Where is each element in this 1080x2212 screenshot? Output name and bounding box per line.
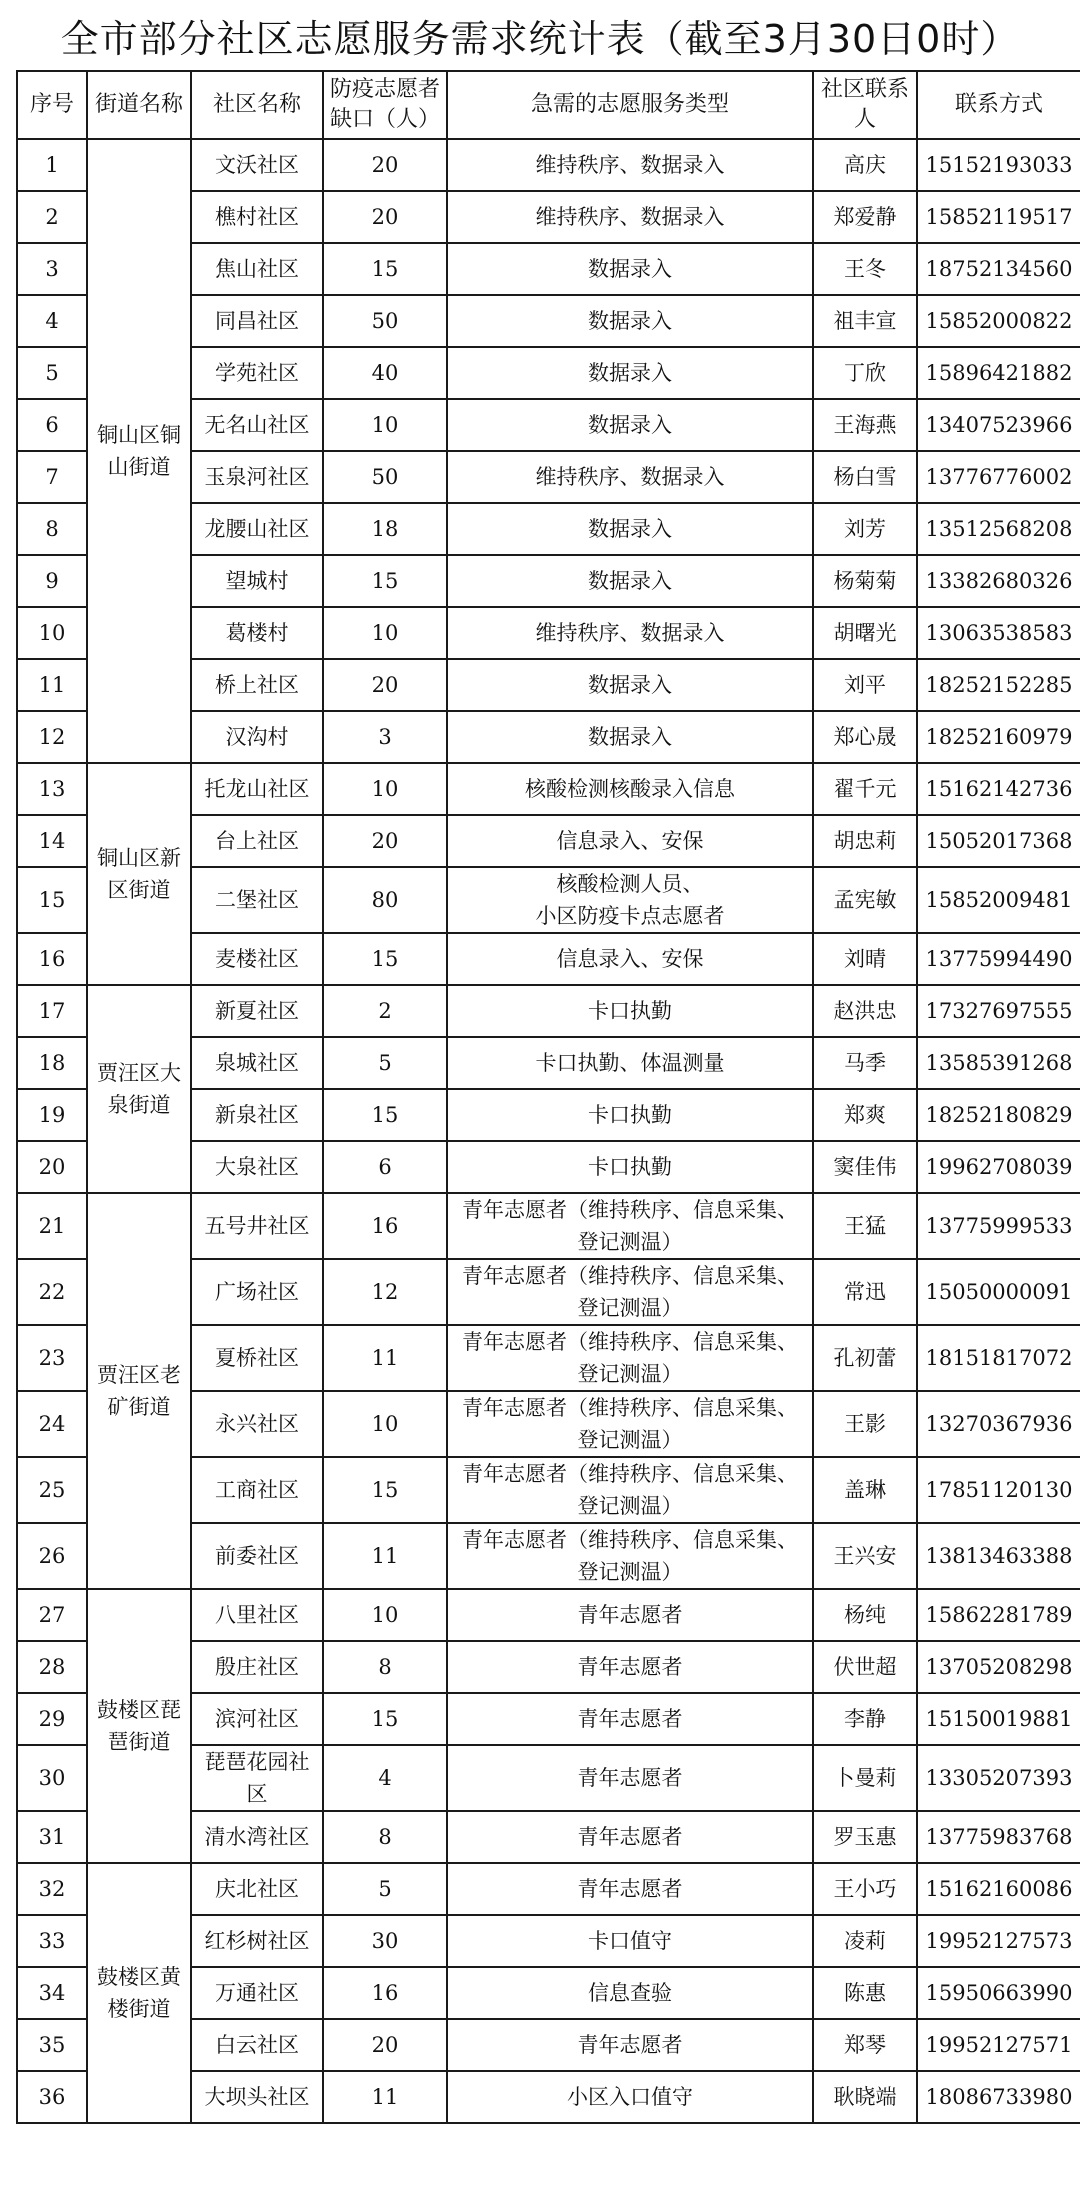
row-service: 数据录入	[447, 555, 813, 607]
row-phone: 19952127573	[917, 1915, 1080, 1967]
row-contact: 胡曙光	[813, 607, 917, 659]
row-contact: 常迅	[813, 1259, 917, 1325]
row-service: 卡口执勤	[447, 985, 813, 1037]
row-service: 核酸检测人员、 小区防疫卡点志愿者	[447, 867, 813, 933]
row-shortage: 4	[323, 1745, 447, 1811]
row-seq: 24	[17, 1391, 87, 1457]
row-community: 八里社区	[191, 1589, 323, 1641]
row-contact: 翟千元	[813, 763, 917, 815]
row-seq: 31	[17, 1811, 87, 1863]
row-contact: 杨白雪	[813, 451, 917, 503]
volunteer-demand-table	[16, 70, 1080, 2124]
table-body	[17, 139, 1080, 2123]
row-community: 望城村	[191, 555, 323, 607]
row-service: 青年志愿者（维持秩序、信息采集、登记测温）	[447, 1193, 813, 1259]
row-seq: 5	[17, 347, 87, 399]
row-community: 夏桥社区	[191, 1325, 323, 1391]
row-seq: 32	[17, 1863, 87, 1915]
row-shortage: 10	[323, 399, 447, 451]
row-contact: 陈惠	[813, 1967, 917, 2019]
row-contact: 胡忠莉	[813, 815, 917, 867]
row-street: 贾汪区大泉街道	[87, 985, 191, 1193]
row-service: 维持秩序、数据录入	[447, 191, 813, 243]
table-row	[17, 985, 1080, 1037]
row-community: 前委社区	[191, 1523, 323, 1589]
row-phone: 13382680326	[917, 555, 1080, 607]
row-seq: 33	[17, 1915, 87, 1967]
row-phone: 18086733980	[917, 2071, 1080, 2123]
row-shortage: 11	[323, 1325, 447, 1391]
row-contact: 耿晓端	[813, 2071, 917, 2123]
row-contact: 杨纯	[813, 1589, 917, 1641]
row-phone: 15950663990	[917, 1967, 1080, 2019]
row-community: 台上社区	[191, 815, 323, 867]
row-phone: 13813463388	[917, 1523, 1080, 1589]
row-seq: 15	[17, 867, 87, 933]
row-seq: 1	[17, 139, 87, 191]
row-phone: 15162142736	[917, 763, 1080, 815]
row-phone: 18752134560	[917, 243, 1080, 295]
table-row	[17, 1589, 1080, 1641]
row-shortage: 12	[323, 1259, 447, 1325]
row-phone: 19952127571	[917, 2019, 1080, 2071]
row-community: 玉泉河社区	[191, 451, 323, 503]
header-shortage: 防疫志愿者缺口（人）	[323, 71, 447, 139]
row-seq: 3	[17, 243, 87, 295]
row-service: 卡口值守	[447, 1915, 813, 1967]
row-seq: 4	[17, 295, 87, 347]
row-phone: 13270367936	[917, 1391, 1080, 1457]
row-phone: 15150019881	[917, 1693, 1080, 1745]
row-phone: 15862281789	[917, 1589, 1080, 1641]
row-seq: 34	[17, 1967, 87, 2019]
row-phone: 13407523966	[917, 399, 1080, 451]
row-phone: 13305207393	[917, 1745, 1080, 1811]
row-service: 青年志愿者（维持秩序、信息采集、登记测温）	[447, 1391, 813, 1457]
row-shortage: 40	[323, 347, 447, 399]
row-shortage: 80	[323, 867, 447, 933]
row-seq: 19	[17, 1089, 87, 1141]
row-seq: 13	[17, 763, 87, 815]
row-shortage: 15	[323, 1089, 447, 1141]
table-header-row	[17, 71, 1080, 139]
row-shortage: 20	[323, 659, 447, 711]
row-contact: 王海燕	[813, 399, 917, 451]
row-shortage: 8	[323, 1641, 447, 1693]
row-phone: 15852009481	[917, 867, 1080, 933]
row-service: 青年志愿者（维持秩序、信息采集、登记测温）	[447, 1325, 813, 1391]
row-shortage: 15	[323, 1693, 447, 1745]
row-seq: 12	[17, 711, 87, 763]
row-community: 琵琶花园社区	[191, 1745, 323, 1811]
row-community: 葛楼村	[191, 607, 323, 659]
row-seq: 14	[17, 815, 87, 867]
row-community: 文沃社区	[191, 139, 323, 191]
row-seq: 25	[17, 1457, 87, 1523]
row-service: 青年志愿者	[447, 1811, 813, 1863]
row-service: 青年志愿者	[447, 1863, 813, 1915]
row-phone: 13775983768	[917, 1811, 1080, 1863]
row-phone: 15052017368	[917, 815, 1080, 867]
row-service: 数据录入	[447, 295, 813, 347]
row-phone: 18151817072	[917, 1325, 1080, 1391]
row-phone: 17327697555	[917, 985, 1080, 1037]
row-seq: 20	[17, 1141, 87, 1193]
row-community: 托龙山社区	[191, 763, 323, 815]
row-community: 滨河社区	[191, 1693, 323, 1745]
row-contact: 李静	[813, 1693, 917, 1745]
row-street: 铜山区铜山街道	[87, 139, 191, 763]
row-phone: 13775999533	[917, 1193, 1080, 1259]
row-contact: 刘平	[813, 659, 917, 711]
row-service: 青年志愿者	[447, 1641, 813, 1693]
row-service: 青年志愿者	[447, 2019, 813, 2071]
row-phone: 18252180829	[917, 1089, 1080, 1141]
row-service: 数据录入	[447, 243, 813, 295]
row-phone: 13705208298	[917, 1641, 1080, 1693]
row-service: 青年志愿者	[447, 1693, 813, 1745]
row-shortage: 15	[323, 1457, 447, 1523]
row-seq: 2	[17, 191, 87, 243]
row-community: 汉沟村	[191, 711, 323, 763]
header-community: 社区名称	[191, 71, 323, 139]
row-shortage: 20	[323, 191, 447, 243]
row-service: 信息查验	[447, 1967, 813, 2019]
row-service: 信息录入、安保	[447, 933, 813, 985]
row-community: 广场社区	[191, 1259, 323, 1325]
row-service: 卡口执勤	[447, 1141, 813, 1193]
row-community: 新夏社区	[191, 985, 323, 1037]
header-phone: 联系方式	[917, 71, 1080, 139]
row-phone: 13063538583	[917, 607, 1080, 659]
row-contact: 王影	[813, 1391, 917, 1457]
row-contact: 赵洪忠	[813, 985, 917, 1037]
row-shortage: 15	[323, 933, 447, 985]
row-contact: 郑心晟	[813, 711, 917, 763]
table-row	[17, 1863, 1080, 1915]
header-contact: 社区联系人	[813, 71, 917, 139]
row-community: 大坝头社区	[191, 2071, 323, 2123]
row-community: 同昌社区	[191, 295, 323, 347]
row-community: 五号井社区	[191, 1193, 323, 1259]
row-seq: 8	[17, 503, 87, 555]
row-service: 青年志愿者	[447, 1745, 813, 1811]
row-community: 麦楼社区	[191, 933, 323, 985]
row-shortage: 20	[323, 815, 447, 867]
header-street: 街道名称	[87, 71, 191, 139]
row-shortage: 16	[323, 1967, 447, 2019]
row-contact: 伏世超	[813, 1641, 917, 1693]
row-service: 卡口执勤、体温测量	[447, 1037, 813, 1089]
row-service: 青年志愿者（维持秩序、信息采集、登记测温）	[447, 1259, 813, 1325]
row-shortage: 20	[323, 139, 447, 191]
row-service: 青年志愿者（维持秩序、信息采集、登记测温）	[447, 1457, 813, 1523]
row-contact: 郑爽	[813, 1089, 917, 1141]
row-seq: 36	[17, 2071, 87, 2123]
row-service: 卡口执勤	[447, 1089, 813, 1141]
row-phone: 13775994490	[917, 933, 1080, 985]
row-contact: 马季	[813, 1037, 917, 1089]
row-community: 学苑社区	[191, 347, 323, 399]
row-seq: 9	[17, 555, 87, 607]
row-contact: 窦佳伟	[813, 1141, 917, 1193]
row-contact: 高庆	[813, 139, 917, 191]
row-shortage: 50	[323, 451, 447, 503]
row-community: 红杉树社区	[191, 1915, 323, 1967]
row-shortage: 16	[323, 1193, 447, 1259]
row-contact: 杨菊菊	[813, 555, 917, 607]
row-service: 青年志愿者（维持秩序、信息采集、登记测温）	[447, 1523, 813, 1589]
row-phone: 15162160086	[917, 1863, 1080, 1915]
row-contact: 王冬	[813, 243, 917, 295]
row-shortage: 15	[323, 243, 447, 295]
row-community: 泉城社区	[191, 1037, 323, 1089]
row-contact: 盖琳	[813, 1457, 917, 1523]
row-seq: 21	[17, 1193, 87, 1259]
row-seq: 16	[17, 933, 87, 985]
row-phone: 15050000091	[917, 1259, 1080, 1325]
row-shortage: 20	[323, 2019, 447, 2071]
row-community: 清水湾社区	[191, 1811, 323, 1863]
row-phone: 17851120130	[917, 1457, 1080, 1523]
row-seq: 28	[17, 1641, 87, 1693]
row-contact: 孔初蕾	[813, 1325, 917, 1391]
row-phone: 15152193033	[917, 139, 1080, 191]
row-shortage: 5	[323, 1037, 447, 1089]
row-seq: 22	[17, 1259, 87, 1325]
row-phone: 13776776002	[917, 451, 1080, 503]
row-service: 数据录入	[447, 503, 813, 555]
row-community: 二堡社区	[191, 867, 323, 933]
row-seq: 30	[17, 1745, 87, 1811]
row-service: 数据录入	[447, 347, 813, 399]
row-seq: 6	[17, 399, 87, 451]
row-phone: 13512568208	[917, 503, 1080, 555]
row-seq: 10	[17, 607, 87, 659]
row-community: 工商社区	[191, 1457, 323, 1523]
row-community: 焦山社区	[191, 243, 323, 295]
row-contact: 郑琴	[813, 2019, 917, 2071]
row-shortage: 11	[323, 1523, 447, 1589]
row-service: 数据录入	[447, 659, 813, 711]
row-community: 永兴社区	[191, 1391, 323, 1457]
row-shortage: 10	[323, 763, 447, 815]
row-contact: 王兴安	[813, 1523, 917, 1589]
row-phone: 15896421882	[917, 347, 1080, 399]
row-contact: 祖丰宣	[813, 295, 917, 347]
row-service: 青年志愿者	[447, 1589, 813, 1641]
row-contact: 凌莉	[813, 1915, 917, 1967]
row-shortage: 10	[323, 1391, 447, 1457]
row-community: 大泉社区	[191, 1141, 323, 1193]
row-community: 新泉社区	[191, 1089, 323, 1141]
table-row	[17, 763, 1080, 815]
row-seq: 26	[17, 1523, 87, 1589]
page-title: 全市部分社区志愿服务需求统计表（截至3月30日0时）	[60, 16, 1020, 61]
row-service: 维持秩序、数据录入	[447, 139, 813, 191]
header-seq: 序号	[17, 71, 87, 139]
row-shortage: 30	[323, 1915, 447, 1967]
row-shortage: 6	[323, 1141, 447, 1193]
row-community: 庆北社区	[191, 1863, 323, 1915]
row-community: 无名山社区	[191, 399, 323, 451]
row-service: 信息录入、安保	[447, 815, 813, 867]
row-phone: 19962708039	[917, 1141, 1080, 1193]
row-community: 桥上社区	[191, 659, 323, 711]
row-community: 万通社区	[191, 1967, 323, 2019]
row-service: 维持秩序、数据录入	[447, 607, 813, 659]
row-seq: 11	[17, 659, 87, 711]
row-seq: 35	[17, 2019, 87, 2071]
row-shortage: 15	[323, 555, 447, 607]
row-phone: 15852119517	[917, 191, 1080, 243]
row-community: 白云社区	[191, 2019, 323, 2071]
table-row	[17, 139, 1080, 191]
row-contact: 王猛	[813, 1193, 917, 1259]
row-community: 殷庄社区	[191, 1641, 323, 1693]
row-seq: 7	[17, 451, 87, 503]
row-phone: 15852000822	[917, 295, 1080, 347]
row-shortage: 10	[323, 1589, 447, 1641]
row-contact: 孟宪敏	[813, 867, 917, 933]
row-contact: 王小巧	[813, 1863, 917, 1915]
row-phone: 13585391268	[917, 1037, 1080, 1089]
row-contact: 郑爱静	[813, 191, 917, 243]
row-phone: 18252160979	[917, 711, 1080, 763]
row-service: 数据录入	[447, 711, 813, 763]
row-phone: 18252152285	[917, 659, 1080, 711]
row-seq: 27	[17, 1589, 87, 1641]
row-shortage: 50	[323, 295, 447, 347]
row-seq: 29	[17, 1693, 87, 1745]
row-shortage: 2	[323, 985, 447, 1037]
table-row	[17, 1193, 1080, 1259]
row-contact: 丁欣	[813, 347, 917, 399]
row-street: 铜山区新区街道	[87, 763, 191, 985]
row-contact: 刘芳	[813, 503, 917, 555]
row-contact: 罗玉惠	[813, 1811, 917, 1863]
row-shortage: 8	[323, 1811, 447, 1863]
row-shortage: 5	[323, 1863, 447, 1915]
row-seq: 18	[17, 1037, 87, 1089]
row-shortage: 3	[323, 711, 447, 763]
row-community: 樵村社区	[191, 191, 323, 243]
row-shortage: 10	[323, 607, 447, 659]
header-service: 急需的志愿服务类型	[447, 71, 813, 139]
row-service: 小区入口值守	[447, 2071, 813, 2123]
row-street: 鼓楼区琵琶街道	[87, 1589, 191, 1863]
row-shortage: 18	[323, 503, 447, 555]
row-street: 贾汪区老矿街道	[87, 1193, 191, 1589]
row-contact: 刘晴	[813, 933, 917, 985]
row-service: 核酸检测核酸录入信息	[447, 763, 813, 815]
row-seq: 23	[17, 1325, 87, 1391]
row-street: 鼓楼区黄楼街道	[87, 1863, 191, 2123]
row-shortage: 11	[323, 2071, 447, 2123]
row-service: 数据录入	[447, 399, 813, 451]
row-service: 维持秩序、数据录入	[447, 451, 813, 503]
row-community: 龙腰山社区	[191, 503, 323, 555]
row-seq: 17	[17, 985, 87, 1037]
row-contact: 卜曼莉	[813, 1745, 917, 1811]
